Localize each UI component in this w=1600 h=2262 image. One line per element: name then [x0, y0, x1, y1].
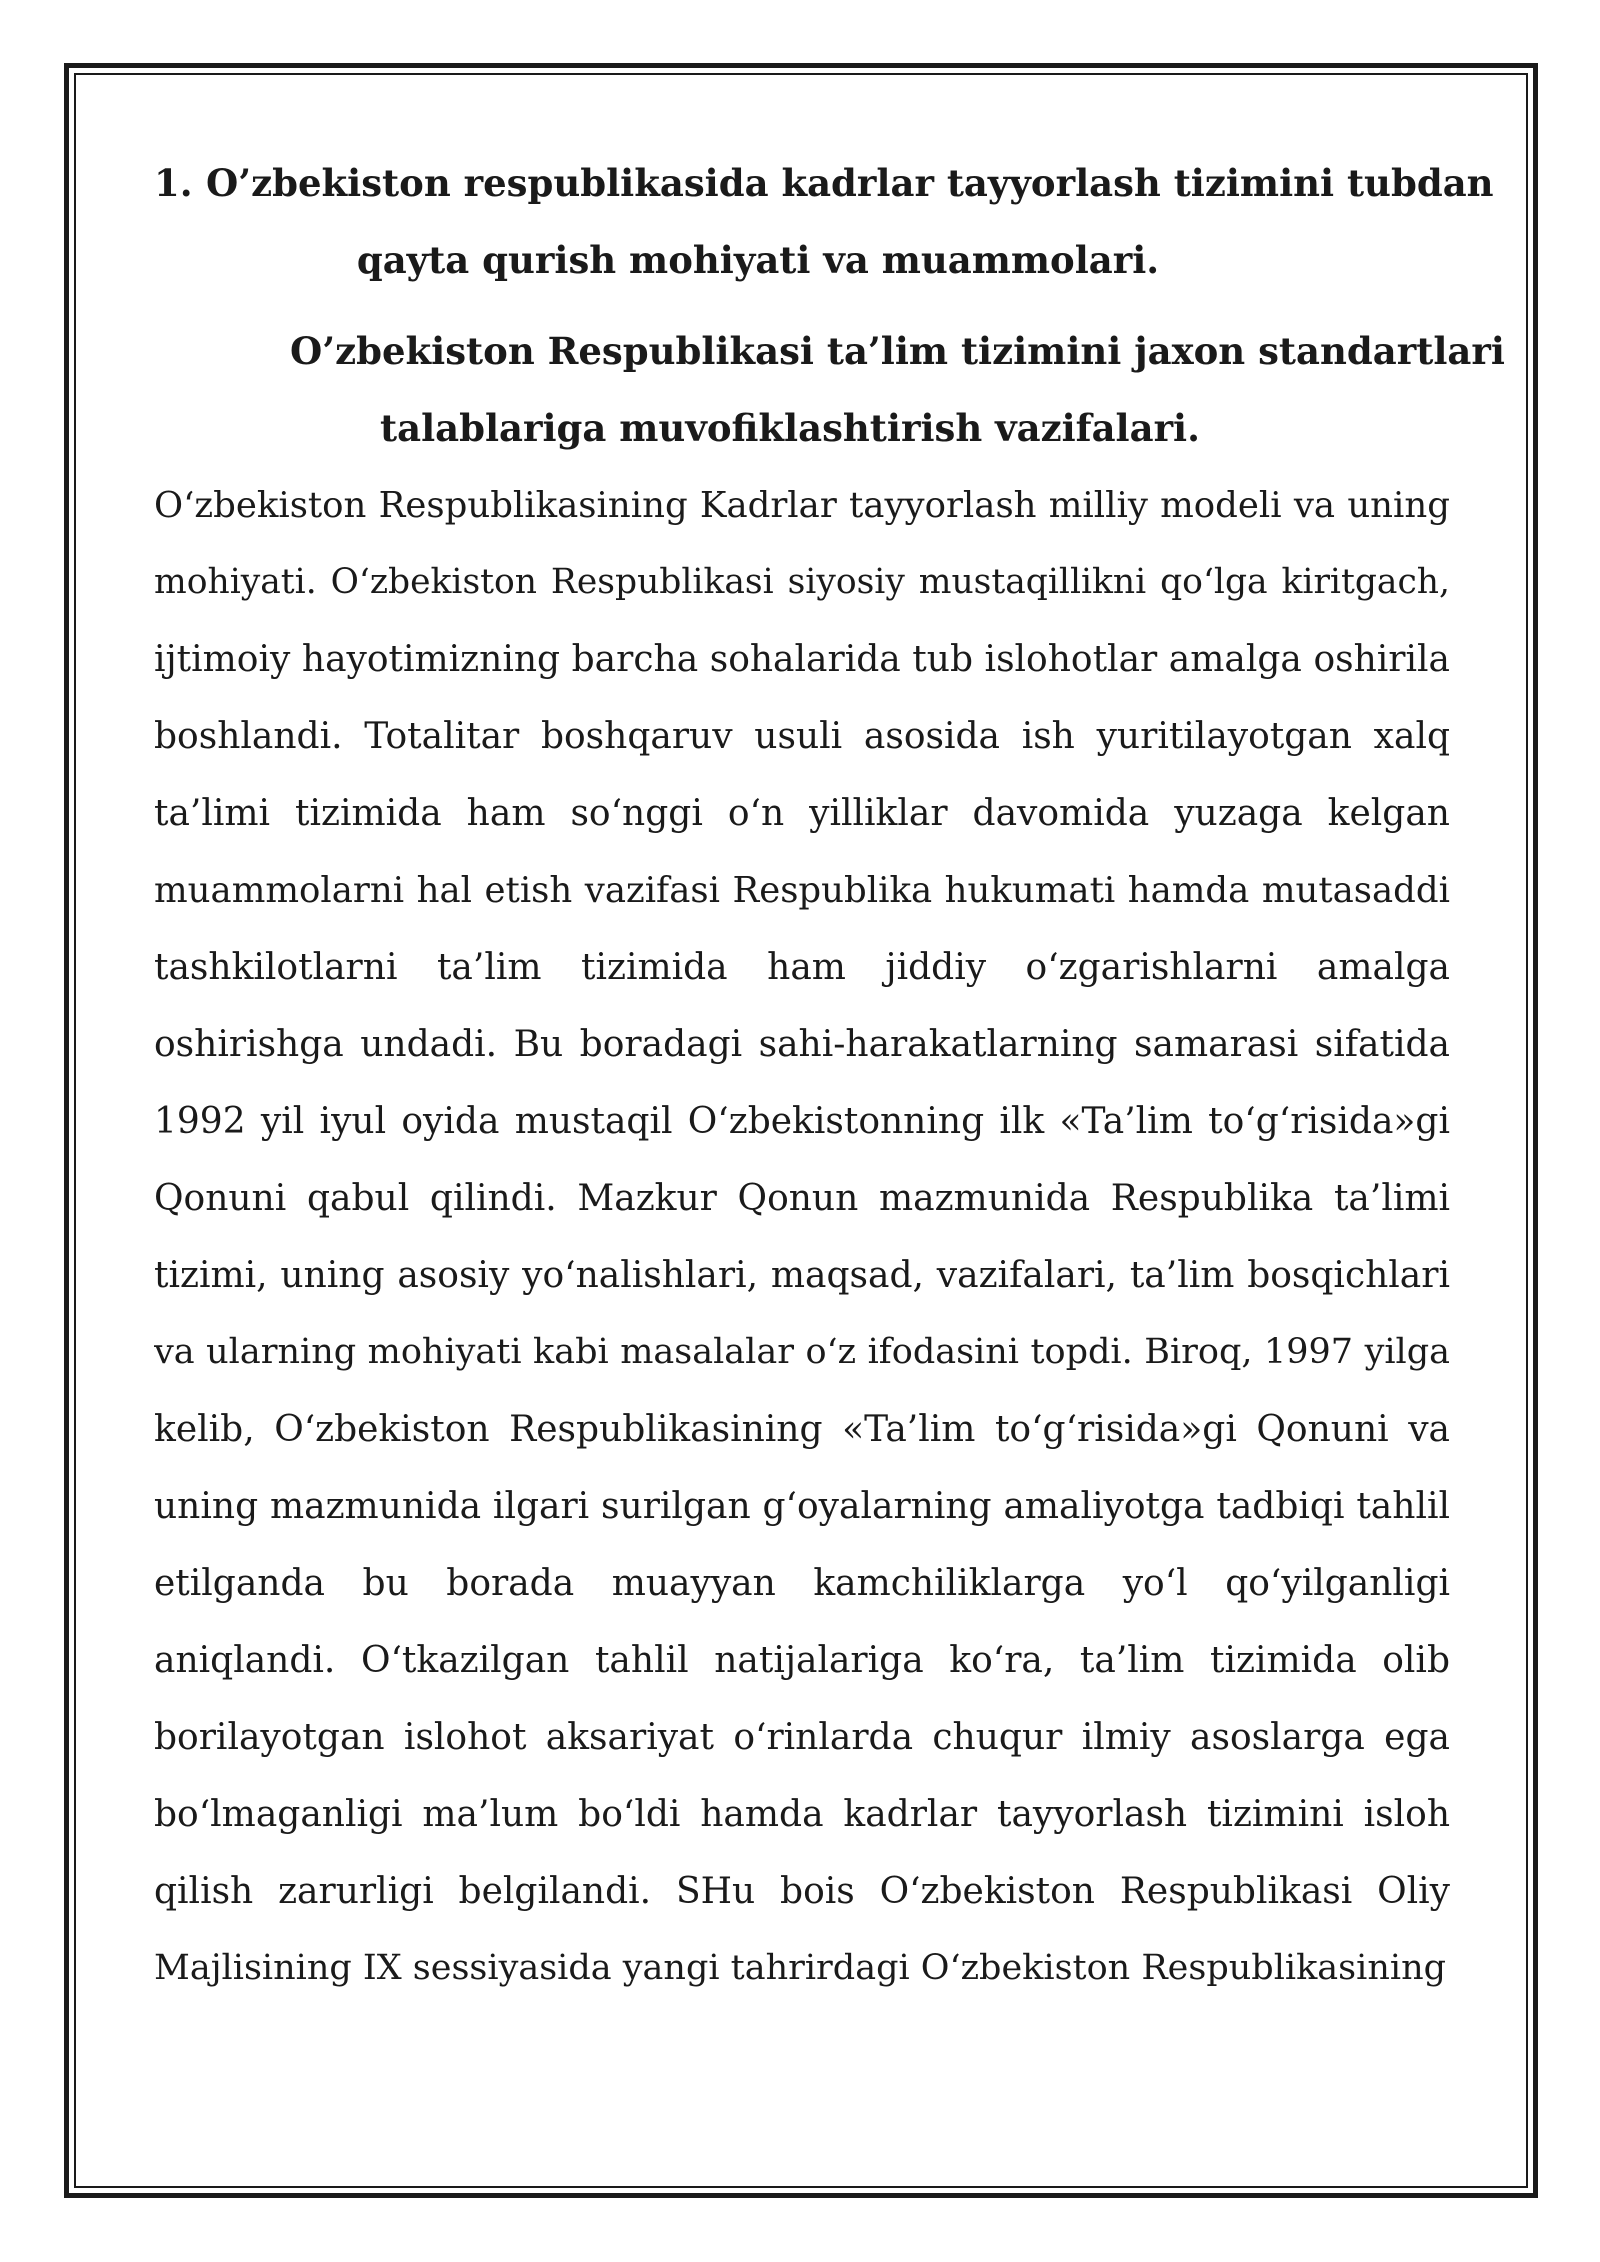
body-line: muammolarni hal etish vazifasi Respublika hukumati hamda mutasaddi [154, 870, 1450, 911]
body-paragraph [154, 467, 1450, 2007]
body-line: tashkilotlarni ta’lim tizimida ham jiddiy o‘zgarishlarni amalga [154, 947, 1450, 988]
document-page [154, 145, 1505, 2007]
body-line: borilayotgan islohot aksariyat o‘rinlarda chuqur ilmiy asoslarga ega [154, 1717, 1450, 1758]
section-heading-line-1 [154, 145, 1494, 222]
body-line: boshlandi. Totalitar boshqaruv usuli asosida ish yuritilayotgan xalq [154, 716, 1450, 757]
body-line: ta’limi tizimida ham so‘nggi o‘n yilliklar davomida yuzaga kelgan [154, 793, 1450, 834]
body-line: 1992 yil iyul oyida mustaqil O‘zbekistonning ilk «Ta’lim to‘g‘risida»gi [154, 1101, 1450, 1142]
section-heading-line-2: qayta qurish mohiyati va muammolari. [356, 238, 1160, 282]
subsection-heading [154, 313, 1505, 467]
body-line: kelib, O‘zbekiston Respublikasining «Ta’lim to‘g‘risida»gi Qonuni va [154, 1409, 1450, 1450]
subsection-heading-line-2: talablariga muvofiklashtirish vazifalari. [380, 406, 1200, 450]
subsection-heading-line-1: O’zbekiston Respublikasi ta’lim tizimini jaxon standartlari [290, 329, 1505, 373]
body-line: tizimi, uning asosiy yo‘nalishlari, maqsad, vazifalari, ta’lim bosqichlari [154, 1255, 1450, 1296]
body-line: ijtimoiy hayotimizning barcha sohalarida tub islohotlar amalga oshirila [154, 639, 1450, 680]
body-line: Qonuni qabul qilindi. Mazkur Qonun mazmunida Respublika ta’limi [154, 1178, 1450, 1219]
body-line: aniqlandi. O‘tkazilgan tahlil natijalariga ko‘ra, ta’lim tizimida olib [154, 1640, 1450, 1681]
section-heading [154, 145, 1494, 299]
body-line: va ularning mohiyati kabi masalalar o‘z ifodasini topdi. Biroq, 1997 yilga [154, 1332, 1450, 1372]
body-line: mohiyati. O‘zbekiston Respublikasi siyosiy mustaqillikni qo‘lga kiritgach, [154, 562, 1450, 602]
body-line: etilganda bu borada muayyan kamchiliklarga yo‘l qo‘yilganligi [154, 1563, 1450, 1604]
body-line: oshirishga undadi. Bu boradagi sahi-harakatlarning samarasi sifatida [154, 1024, 1450, 1065]
body-line: bo‘lmaganligi ma’lum bo‘ldi hamda kadrlar tayyorlash tizimini isloh [154, 1794, 1450, 1835]
body-line: Majlisining IX sessiyasida yangi tahrirdagi O‘zbekiston Respublikasining [154, 1948, 1447, 1988]
body-line: O‘zbekiston Respublikasining Kadrlar tayyorlash milliy modeli va uning [154, 485, 1450, 526]
section-heading-text-1: O’zbekiston respublikasida kadrlar tayyorlash tizimini tubdan [206, 161, 1494, 205]
body-line: qilish zarurligi belgilandi. SHu bois O‘zbekiston Respublikasi Oliy [154, 1871, 1450, 1912]
section-number: 1. [154, 161, 193, 205]
body-line: uning mazmunida ilgari surilgan g‘oyalarning amaliyotga tadbiqi tahlil [154, 1486, 1450, 1527]
